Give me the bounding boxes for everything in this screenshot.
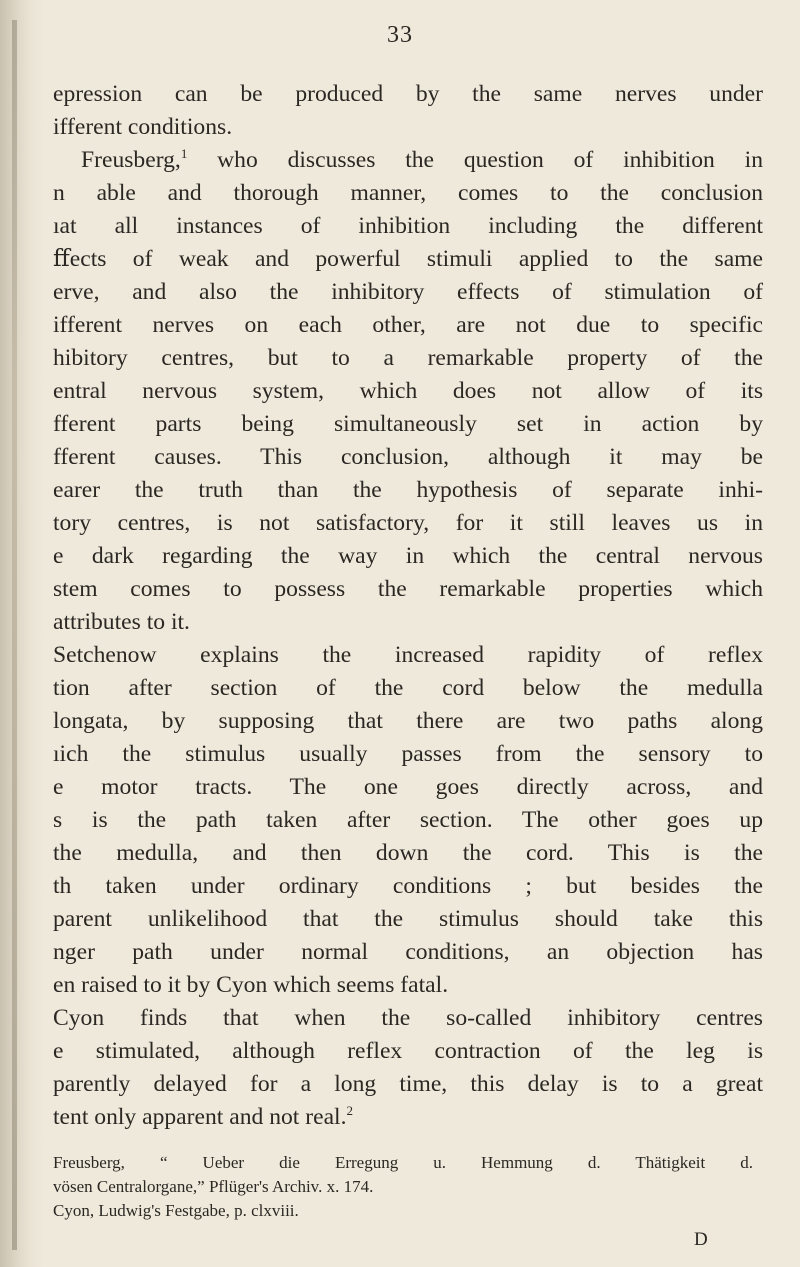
text-line-13: earer the truth than the hypothesis of separate inhi-	[53, 477, 763, 503]
text-line-21: ıich the stimulus usually passes from the sensory to	[53, 741, 763, 767]
text-line-28: en raised to it by Cyon which seems fatal.	[53, 972, 449, 998]
page-gutter-shadow	[0, 0, 44, 1267]
page-number: 33	[387, 22, 413, 48]
text-line-6: ﬀects of weak and powerful stimuli applied to the same	[53, 246, 763, 272]
text-line-4: n able and thorough manner, comes to the conclusion	[53, 180, 763, 206]
body-text	[53, 78, 763, 1134]
text-line-31: parently delayed for a long time, this delay is to a great	[53, 1071, 763, 1097]
signature-mark: D	[694, 1229, 708, 1250]
text-line-3-start: Freusberg,	[81, 147, 181, 173]
text-line-32	[53, 1101, 763, 1134]
text-line-16: stem comes to possess the remarkable properties which	[53, 576, 763, 602]
footnote-ref-1: 1	[180, 146, 188, 162]
text-line-15: e dark regarding the way in which the central nervous	[53, 543, 763, 569]
text-line-26: parent unlikelihood that the stimulus should take this	[53, 906, 763, 932]
text-line-1: epression can be produced by the same nerves under	[53, 81, 763, 107]
footnote-ref-2: 2	[346, 1103, 354, 1119]
binding-edge	[12, 20, 17, 1250]
text-line-19: tion after section of the cord below the medulla	[53, 675, 763, 701]
text-line-14: tory centres, is not satisfactory, for it still leaves us in	[53, 510, 763, 536]
text-line-7: erve, and also the inhibitory effects of stimulation of	[53, 279, 763, 305]
text-line-30: e stimulated, although reflex contraction of the leg is	[53, 1038, 763, 1064]
text-line-11: fferent parts being simultaneously set in action by	[53, 411, 763, 437]
text-line-23: s is the path taken after section. The other goes up	[53, 807, 763, 833]
footnote-divider	[53, 1147, 63, 1148]
text-line-8: ifferent nerves on each other, are not due to specific	[53, 312, 763, 338]
text-line-12: fferent causes. This conclusion, although it may be	[53, 444, 763, 470]
text-line-20: longata, by supposing that there are two paths along	[53, 708, 763, 734]
text-line-22: e motor tracts. The one goes directly across, and	[53, 774, 763, 800]
text-line-3-rest: who discusses the question of inhibition in	[187, 147, 763, 173]
text-line-18: Setchenow explains the increased rapidity of reflex	[53, 642, 763, 668]
text-line-5: ıat all instances of inhibition including the different	[53, 213, 763, 239]
text-line-10: entral nervous system, which does not allow of its	[53, 378, 763, 404]
footnotes	[53, 1151, 753, 1223]
text-line-32-text: tent only apparent and not real.	[53, 1104, 347, 1130]
text-line-27: nger path under normal conditions, an objection has	[53, 939, 763, 965]
footnote-1-line-2: vösen Centralorgane,” Pflüger's Archiv. x. 174.	[53, 1177, 374, 1196]
text-line-2: ifferent conditions.	[53, 114, 233, 140]
footnote-2: Cyon, Ludwig's Festgabe, p. clxviii.	[53, 1201, 299, 1220]
footnote-1-line-1: Freusberg, “ Ueber die Erregung u. Hemmung d. Thätigkeit d.	[53, 1153, 753, 1172]
text-line-24: the medulla, and then down the cord. This is the	[53, 840, 763, 866]
text-line-3	[53, 144, 763, 177]
text-line-17: attributes to it.	[53, 609, 190, 635]
text-line-29: Cyon finds that when the so-called inhibitory centres	[53, 1005, 763, 1031]
text-line-9: hibitory centres, but to a remarkable property of the	[53, 345, 763, 371]
text-line-25: th taken under ordinary conditions ; but besides the	[53, 873, 763, 899]
